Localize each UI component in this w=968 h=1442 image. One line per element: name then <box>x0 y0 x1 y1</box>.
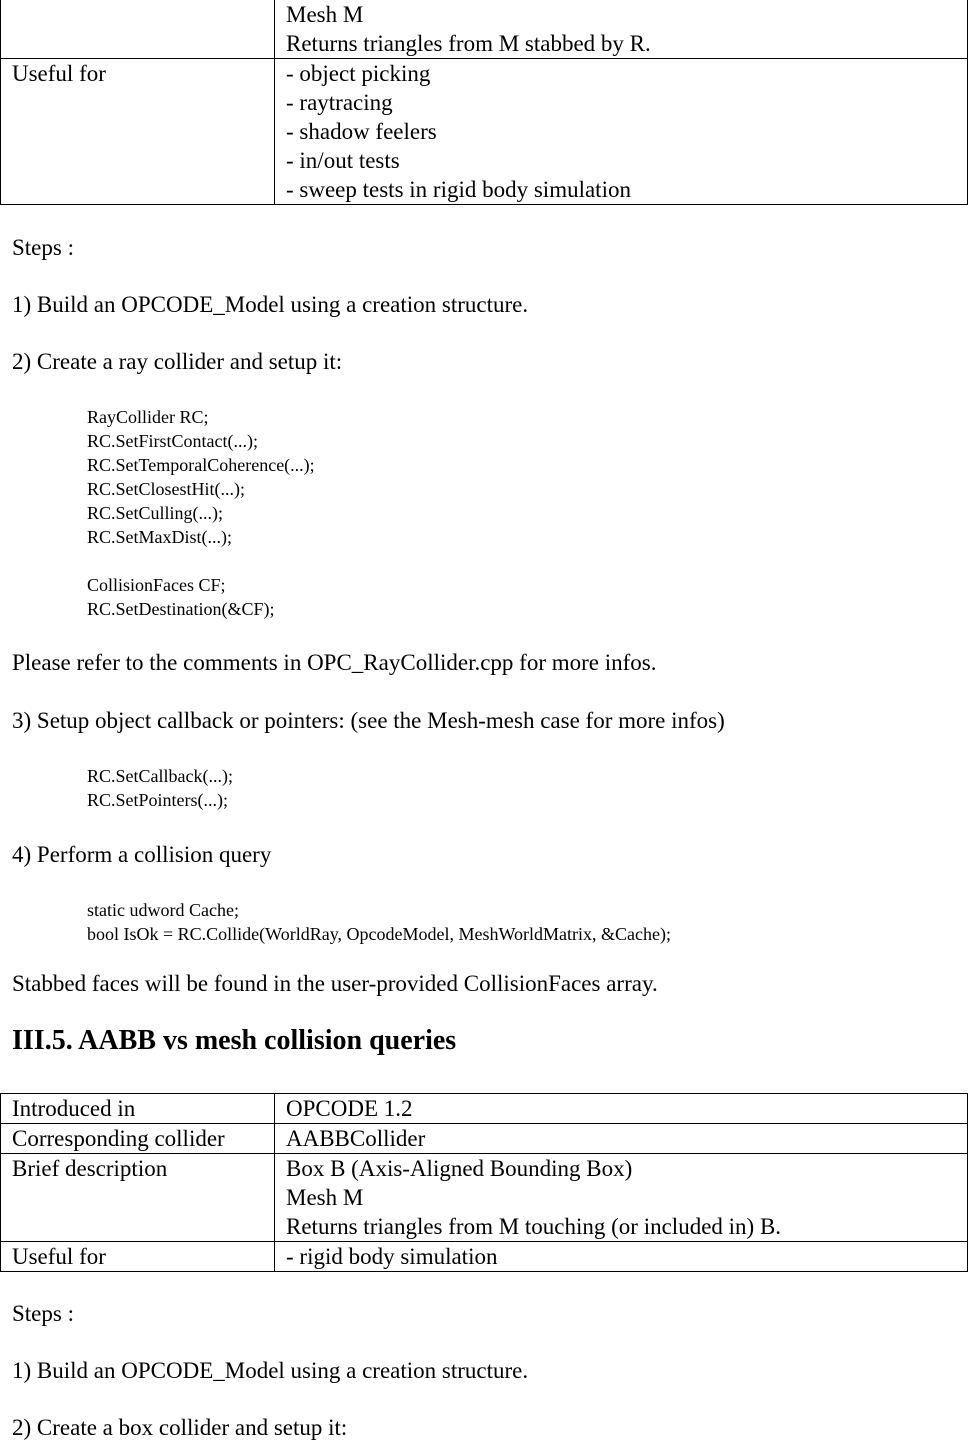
code-line: RC.SetCallback(...); <box>87 766 233 786</box>
table-cell-value: - rigid body simulation <box>275 1242 968 1272</box>
code-line: RC.SetClosestHit(...); <box>87 479 246 499</box>
aabb-step-2: 2) Create a box collider and setup it: <box>12 1415 348 1440</box>
table-cell-value <box>275 1154 968 1242</box>
aabb-spec-table <box>0 1093 968 1272</box>
table-row <box>1 1124 968 1154</box>
table-cell-label: Useful for <box>1 1242 275 1272</box>
cell-line: - object picking <box>286 61 431 86</box>
cell-line: - sweep tests in rigid body simulation <box>286 177 631 202</box>
step-2: 2) Create a ray collider and setup it: <box>12 349 343 374</box>
section-heading: III.5. AABB vs mesh collision queries <box>12 1025 457 1056</box>
cell-line: - shadow feelers <box>286 119 437 144</box>
result-note: Stabbed faces will be found in the user-provided CollisionFaces array. <box>12 971 658 996</box>
table-row <box>1 59 968 205</box>
code-line: RC.SetFirstContact(...); <box>87 431 258 451</box>
code-line: RayCollider RC; <box>87 407 209 427</box>
step-1: 1) Build an OPCODE_Model using a creation structure. <box>12 292 529 317</box>
code-line: RC.SetPointers(...); <box>87 790 229 810</box>
code-line: static udword Cache; <box>87 900 239 920</box>
code-block-callback <box>87 764 233 812</box>
code-block-faces <box>87 573 275 621</box>
code-line: RC.SetTemporalCoherence(...); <box>87 455 315 475</box>
table-row <box>1 1154 968 1242</box>
code-line: RC.SetCulling(...); <box>87 503 224 523</box>
code-line: CollisionFaces CF; <box>87 575 226 595</box>
step-3: 3) Setup object callback or pointers: (see the Mesh-mesh case for more infos) <box>12 708 725 733</box>
table-cell-value <box>275 0 968 59</box>
table-cell-label: Brief description <box>1 1154 275 1242</box>
code-block-setup <box>87 405 315 549</box>
cell-line: Box B (Axis-Aligned Bounding Box) <box>286 1156 633 1181</box>
code-line: bool IsOk = RC.Collide(WorldRay, OpcodeModel, MeshWorldMatrix, &Cache); <box>87 924 671 944</box>
code-block-query <box>87 898 671 946</box>
refer-note: Please refer to the comments in OPC_RayCollider.cpp for more infos. <box>12 650 657 675</box>
table-cell-value <box>275 59 968 205</box>
steps-label: Steps : <box>12 235 74 260</box>
cell-line: - raytracing <box>286 90 393 115</box>
cell-line: - in/out tests <box>286 148 400 173</box>
code-line: RC.SetMaxDist(...); <box>87 527 233 547</box>
table-row <box>1 1242 968 1272</box>
table-row <box>1 0 968 59</box>
cell-line: Mesh M <box>286 1185 364 1210</box>
ray-spec-table <box>0 0 968 205</box>
cell-line: Returns triangles from M touching (or included in) B. <box>286 1214 782 1239</box>
table-cell-label: Useful for <box>1 59 275 205</box>
aabb-steps-label: Steps : <box>12 1301 74 1326</box>
table-cell-label <box>1 0 275 59</box>
step-4: 4) Perform a collision query <box>12 842 272 867</box>
code-line: RC.SetDestination(&CF); <box>87 599 275 619</box>
aabb-step-1: 1) Build an OPCODE_Model using a creation structure. <box>12 1358 529 1383</box>
table-cell-value: AABBCollider <box>275 1124 968 1154</box>
cell-line: Returns triangles from M stabbed by R. <box>286 31 651 56</box>
table-cell-label: Introduced in <box>1 1094 275 1124</box>
table-row <box>1 1094 968 1124</box>
table-cell-label: Corresponding collider <box>1 1124 275 1154</box>
cell-line: Mesh M <box>286 2 364 27</box>
table-cell-value: OPCODE 1.2 <box>275 1094 968 1124</box>
